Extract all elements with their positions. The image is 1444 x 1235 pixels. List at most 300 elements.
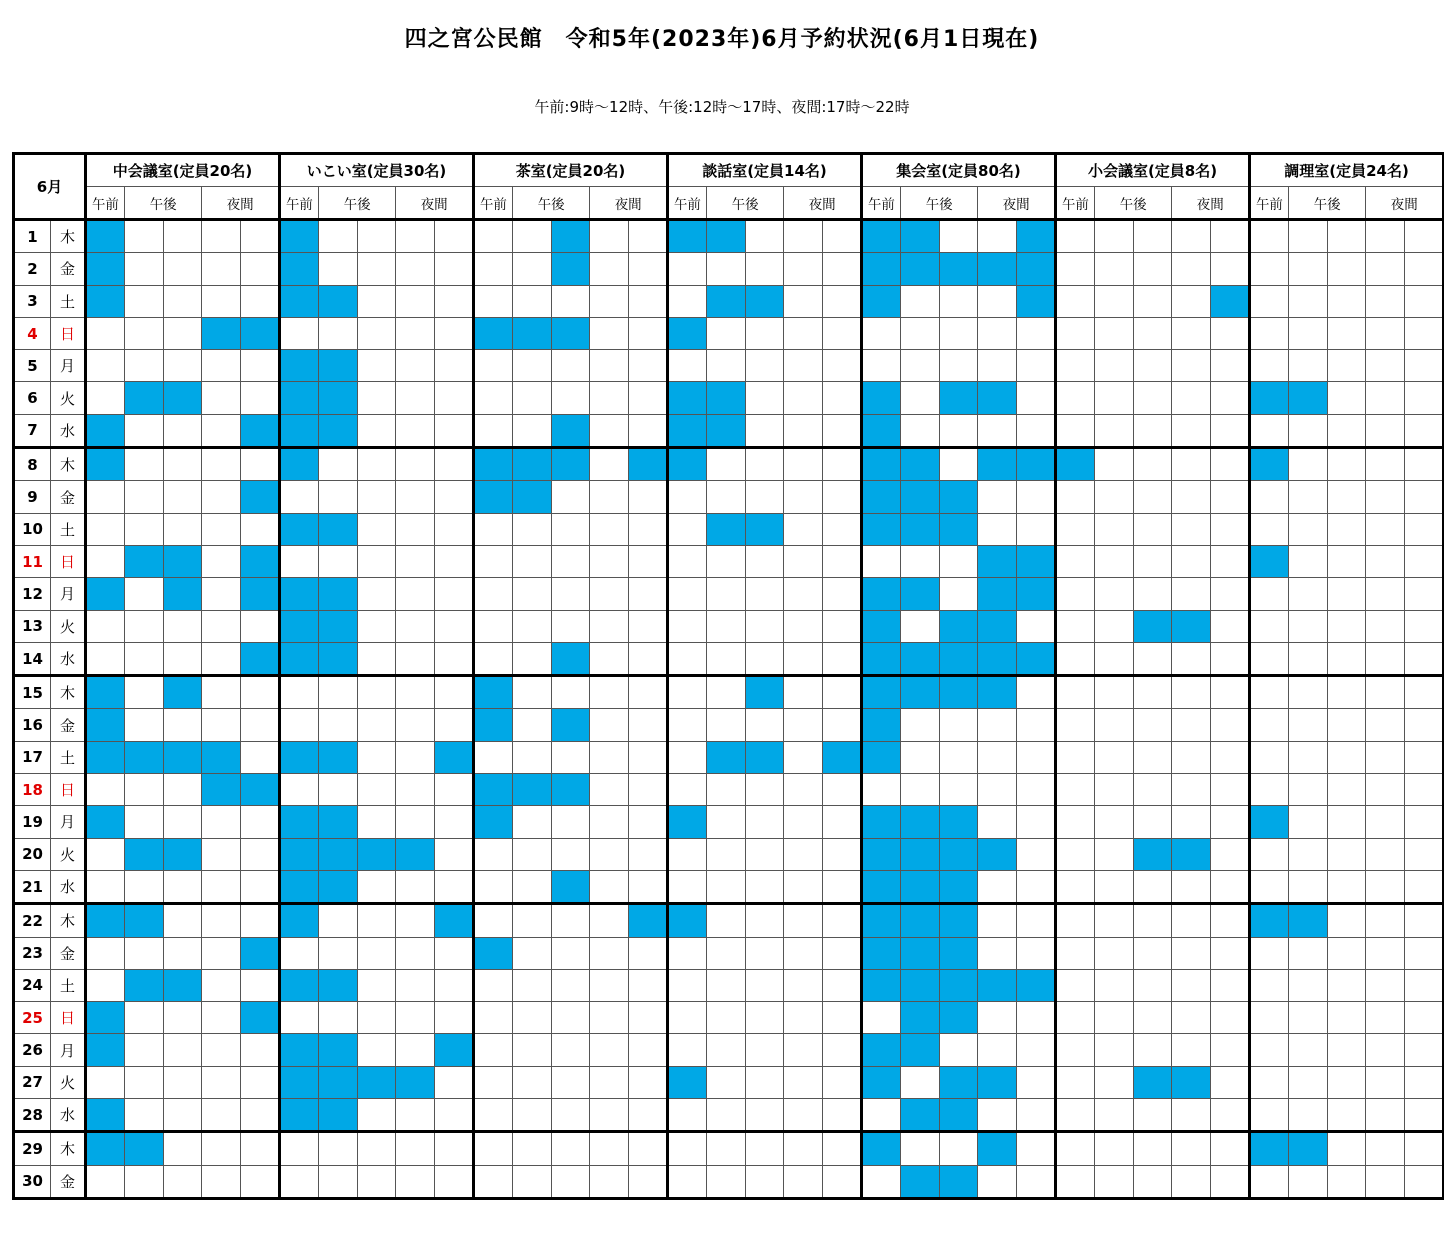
- slot-empty: [1366, 1034, 1405, 1066]
- slot-booked: [823, 741, 862, 773]
- slot-empty: [1094, 1034, 1133, 1066]
- slot-empty: [1056, 838, 1095, 870]
- day-number: 1: [14, 220, 51, 253]
- room-header: 茶室(定員20名): [474, 154, 668, 187]
- slot-empty: [280, 676, 319, 709]
- slot-empty: [590, 1132, 629, 1165]
- slot-empty: [706, 253, 745, 285]
- slot-empty: [318, 448, 357, 481]
- slot-empty: [1056, 741, 1095, 773]
- slot-empty: [668, 545, 707, 577]
- slot-empty: [1250, 676, 1289, 709]
- slot-booked: [241, 774, 280, 806]
- header-row-periods: [14, 187, 1444, 220]
- weekday: 日: [51, 545, 86, 577]
- slot-booked: [474, 709, 513, 741]
- slot-empty: [1056, 317, 1095, 349]
- day-row: [14, 578, 1444, 610]
- slot-booked: [435, 1034, 474, 1066]
- slot-empty: [435, 285, 474, 317]
- slot-empty: [512, 513, 551, 545]
- slot-booked: [280, 642, 319, 675]
- slot-empty: [202, 709, 241, 741]
- slot-empty: [1250, 838, 1289, 870]
- slot-empty: [86, 969, 125, 1001]
- slot-booked: [512, 774, 551, 806]
- slot-empty: [1250, 969, 1289, 1001]
- slot-booked: [706, 741, 745, 773]
- day-row: [14, 870, 1444, 903]
- slot-booked: [241, 414, 280, 447]
- slot-booked: [474, 676, 513, 709]
- slot-booked: [318, 1034, 357, 1066]
- slot-empty: [163, 904, 202, 937]
- day-number: 6: [14, 382, 51, 414]
- slot-booked: [978, 382, 1017, 414]
- slot-empty: [590, 350, 629, 382]
- slot-empty: [590, 1099, 629, 1132]
- period-pm-label: 午後: [1288, 187, 1366, 220]
- slot-empty: [512, 350, 551, 382]
- slot-booked: [900, 481, 939, 513]
- slot-booked: [1017, 545, 1056, 577]
- slot-empty: [357, 676, 396, 709]
- slot-empty: [280, 1165, 319, 1198]
- slot-empty: [1133, 904, 1172, 937]
- slot-empty: [823, 414, 862, 447]
- day-row: [14, 1165, 1444, 1198]
- slot-booked: [163, 676, 202, 709]
- slot-empty: [396, 741, 435, 773]
- slot-empty: [396, 1165, 435, 1198]
- slot-empty: [1366, 937, 1405, 969]
- slot-empty: [435, 1165, 474, 1198]
- slot-empty: [784, 253, 823, 285]
- slot-empty: [1366, 806, 1405, 838]
- slot-booked: [862, 1066, 901, 1098]
- slot-empty: [1366, 1066, 1405, 1098]
- slot-empty: [1056, 806, 1095, 838]
- slot-empty: [862, 1099, 901, 1132]
- slot-booked: [939, 642, 978, 675]
- slot-empty: [1211, 806, 1250, 838]
- slot-empty: [668, 1165, 707, 1198]
- slot-booked: [163, 838, 202, 870]
- day-number: 12: [14, 578, 51, 610]
- slot-empty: [163, 448, 202, 481]
- slot-empty: [1133, 350, 1172, 382]
- slot-empty: [241, 676, 280, 709]
- slot-empty: [1017, 382, 1056, 414]
- slot-empty: [357, 578, 396, 610]
- slot-empty: [357, 1002, 396, 1034]
- slot-empty: [1172, 642, 1211, 675]
- slot-booked: [163, 545, 202, 577]
- slot-empty: [396, 774, 435, 806]
- slot-booked: [939, 1165, 978, 1198]
- slot-booked: [318, 838, 357, 870]
- slot-empty: [590, 806, 629, 838]
- slot-empty: [1288, 448, 1327, 481]
- slot-booked: [745, 513, 784, 545]
- slot-empty: [1211, 676, 1250, 709]
- slot-empty: [745, 937, 784, 969]
- slot-empty: [823, 545, 862, 577]
- slot-booked: [202, 741, 241, 773]
- slot-empty: [668, 578, 707, 610]
- slot-empty: [163, 253, 202, 285]
- slot-booked: [1250, 806, 1289, 838]
- slot-empty: [1133, 642, 1172, 675]
- slot-empty: [1288, 1002, 1327, 1034]
- slot-empty: [1056, 414, 1095, 447]
- slot-empty: [668, 350, 707, 382]
- slot-empty: [396, 448, 435, 481]
- slot-empty: [1288, 1165, 1327, 1198]
- slot-empty: [978, 870, 1017, 903]
- slot-empty: [1211, 642, 1250, 675]
- slot-empty: [629, 969, 668, 1001]
- slot-empty: [474, 220, 513, 253]
- slot-empty: [318, 1132, 357, 1165]
- slot-empty: [357, 1099, 396, 1132]
- slot-empty: [1211, 937, 1250, 969]
- slot-empty: [474, 253, 513, 285]
- slot-empty: [745, 1034, 784, 1066]
- slot-empty: [1017, 870, 1056, 903]
- slot-empty: [357, 253, 396, 285]
- slot-empty: [629, 481, 668, 513]
- weekday: 金: [51, 709, 86, 741]
- slot-empty: [1250, 1099, 1289, 1132]
- slot-empty: [241, 904, 280, 937]
- slot-empty: [1017, 610, 1056, 642]
- slot-empty: [1017, 741, 1056, 773]
- period-night-label: 夜間: [784, 187, 862, 220]
- slot-empty: [590, 220, 629, 253]
- slot-empty: [551, 1034, 590, 1066]
- slot-booked: [1017, 253, 1056, 285]
- slot-empty: [86, 545, 125, 577]
- slot-empty: [512, 1066, 551, 1098]
- slot-booked: [86, 1099, 125, 1132]
- slot-booked: [900, 642, 939, 675]
- slot-booked: [939, 870, 978, 903]
- slot-booked: [1017, 578, 1056, 610]
- slot-empty: [1211, 1099, 1250, 1132]
- slot-empty: [978, 1099, 1017, 1132]
- slot-empty: [1094, 350, 1133, 382]
- slot-empty: [629, 317, 668, 349]
- slot-empty: [1250, 414, 1289, 447]
- slot-empty: [629, 610, 668, 642]
- slot-empty: [1094, 774, 1133, 806]
- day-number: 21: [14, 870, 51, 903]
- slot-empty: [1366, 513, 1405, 545]
- slot-empty: [357, 382, 396, 414]
- slot-empty: [474, 513, 513, 545]
- weekday: 日: [51, 317, 86, 349]
- day-row: [14, 513, 1444, 545]
- slot-empty: [1056, 513, 1095, 545]
- slot-empty: [396, 806, 435, 838]
- slot-booked: [396, 1066, 435, 1098]
- slot-empty: [900, 1066, 939, 1098]
- slot-empty: [318, 253, 357, 285]
- slot-empty: [1366, 741, 1405, 773]
- room-header: 中会議室(定員20名): [86, 154, 280, 187]
- slot-empty: [1017, 806, 1056, 838]
- slot-empty: [1133, 870, 1172, 903]
- slot-empty: [784, 676, 823, 709]
- slot-booked: [396, 838, 435, 870]
- slot-empty: [900, 774, 939, 806]
- weekday: 土: [51, 513, 86, 545]
- slot-booked: [241, 642, 280, 675]
- slot-empty: [396, 1034, 435, 1066]
- slot-booked: [357, 1066, 396, 1098]
- slot-empty: [1172, 904, 1211, 937]
- slot-empty: [241, 870, 280, 903]
- slot-empty: [978, 904, 1017, 937]
- reservation-table: [12, 152, 1444, 1200]
- slot-empty: [1288, 969, 1327, 1001]
- slot-empty: [202, 642, 241, 675]
- slot-booked: [86, 253, 125, 285]
- slot-empty: [163, 1132, 202, 1165]
- weekday: 水: [51, 642, 86, 675]
- slot-booked: [862, 741, 901, 773]
- slot-empty: [1133, 545, 1172, 577]
- day-number: 3: [14, 285, 51, 317]
- slot-empty: [1405, 806, 1444, 838]
- period-pm-label: 午後: [1094, 187, 1172, 220]
- slot-booked: [745, 741, 784, 773]
- slot-booked: [939, 513, 978, 545]
- slot-empty: [978, 1002, 1017, 1034]
- slot-empty: [551, 969, 590, 1001]
- slot-booked: [474, 448, 513, 481]
- slot-empty: [629, 642, 668, 675]
- slot-empty: [1133, 448, 1172, 481]
- slot-empty: [202, 253, 241, 285]
- slot-empty: [357, 1132, 396, 1165]
- slot-booked: [978, 838, 1017, 870]
- slot-empty: [629, 285, 668, 317]
- slot-booked: [862, 904, 901, 937]
- slot-empty: [474, 1066, 513, 1098]
- slot-empty: [241, 285, 280, 317]
- slot-empty: [396, 285, 435, 317]
- slot-empty: [1405, 904, 1444, 937]
- slot-empty: [435, 838, 474, 870]
- slot-empty: [823, 481, 862, 513]
- day-row: [14, 1002, 1444, 1034]
- slot-empty: [1405, 545, 1444, 577]
- slot-empty: [551, 1165, 590, 1198]
- slot-booked: [280, 382, 319, 414]
- day-row: [14, 610, 1444, 642]
- period-pm-label: 午後: [900, 187, 978, 220]
- slot-empty: [396, 220, 435, 253]
- slot-empty: [124, 937, 163, 969]
- slot-empty: [1211, 774, 1250, 806]
- slot-empty: [745, 969, 784, 1001]
- slot-booked: [202, 317, 241, 349]
- slot-empty: [357, 969, 396, 1001]
- slot-empty: [1250, 741, 1289, 773]
- slot-booked: [978, 1132, 1017, 1165]
- slot-empty: [1094, 220, 1133, 253]
- slot-booked: [318, 1099, 357, 1132]
- slot-empty: [202, 904, 241, 937]
- slot-booked: [745, 285, 784, 317]
- slot-booked: [862, 513, 901, 545]
- slot-booked: [280, 578, 319, 610]
- period-pm-label: 午後: [512, 187, 590, 220]
- slot-empty: [1327, 1066, 1366, 1098]
- slot-empty: [280, 937, 319, 969]
- slot-empty: [1250, 317, 1289, 349]
- slot-empty: [1288, 806, 1327, 838]
- slot-empty: [1327, 642, 1366, 675]
- slot-empty: [202, 1099, 241, 1132]
- slot-empty: [823, 513, 862, 545]
- slot-booked: [551, 709, 590, 741]
- slot-empty: [1405, 382, 1444, 414]
- slot-booked: [939, 610, 978, 642]
- slot-empty: [1327, 774, 1366, 806]
- weekday: 金: [51, 1165, 86, 1198]
- slot-booked: [318, 642, 357, 675]
- slot-empty: [163, 1099, 202, 1132]
- slot-booked: [318, 741, 357, 773]
- slot-booked: [318, 806, 357, 838]
- slot-empty: [474, 969, 513, 1001]
- slot-empty: [318, 1002, 357, 1034]
- slot-empty: [1288, 578, 1327, 610]
- slot-booked: [939, 838, 978, 870]
- slot-empty: [357, 904, 396, 937]
- slot-booked: [668, 317, 707, 349]
- slot-empty: [823, 1066, 862, 1098]
- slot-empty: [551, 937, 590, 969]
- slot-booked: [512, 448, 551, 481]
- slot-booked: [241, 1002, 280, 1034]
- slot-empty: [706, 870, 745, 903]
- slot-empty: [1366, 870, 1405, 903]
- slot-empty: [202, 1034, 241, 1066]
- slot-empty: [474, 741, 513, 773]
- slot-empty: [590, 838, 629, 870]
- slot-empty: [1172, 513, 1211, 545]
- slot-empty: [1288, 285, 1327, 317]
- day-row: [14, 937, 1444, 969]
- period-am-label: 午前: [86, 187, 125, 220]
- slot-empty: [668, 1002, 707, 1034]
- slot-empty: [1405, 1034, 1444, 1066]
- slot-empty: [590, 253, 629, 285]
- slot-empty: [241, 1132, 280, 1165]
- slot-empty: [900, 317, 939, 349]
- slot-booked: [280, 1034, 319, 1066]
- slot-empty: [939, 448, 978, 481]
- slot-empty: [396, 513, 435, 545]
- slot-booked: [551, 220, 590, 253]
- day-row: [14, 350, 1444, 382]
- slot-empty: [629, 545, 668, 577]
- slot-empty: [202, 1165, 241, 1198]
- slot-empty: [978, 481, 1017, 513]
- slot-empty: [435, 481, 474, 513]
- slot-empty: [1250, 513, 1289, 545]
- slot-empty: [1172, 937, 1211, 969]
- day-number: 20: [14, 838, 51, 870]
- slot-empty: [435, 578, 474, 610]
- slot-empty: [1211, 317, 1250, 349]
- slot-empty: [784, 774, 823, 806]
- slot-empty: [512, 676, 551, 709]
- slot-empty: [784, 350, 823, 382]
- slot-empty: [1094, 838, 1133, 870]
- slot-empty: [474, 1099, 513, 1132]
- slot-empty: [241, 350, 280, 382]
- slot-empty: [1211, 448, 1250, 481]
- slot-empty: [163, 709, 202, 741]
- slot-booked: [318, 969, 357, 1001]
- slot-empty: [318, 904, 357, 937]
- slot-empty: [241, 1165, 280, 1198]
- slot-empty: [1094, 578, 1133, 610]
- slot-booked: [862, 220, 901, 253]
- slot-empty: [823, 578, 862, 610]
- slot-empty: [241, 513, 280, 545]
- slot-empty: [512, 220, 551, 253]
- slot-empty: [1366, 1099, 1405, 1132]
- slot-empty: [280, 774, 319, 806]
- slot-empty: [202, 350, 241, 382]
- slot-empty: [1211, 578, 1250, 610]
- slot-empty: [202, 1066, 241, 1098]
- slot-booked: [900, 513, 939, 545]
- slot-empty: [590, 448, 629, 481]
- slot-empty: [202, 610, 241, 642]
- slot-empty: [396, 317, 435, 349]
- slot-empty: [1288, 414, 1327, 447]
- slot-empty: [1172, 448, 1211, 481]
- slot-empty: [745, 253, 784, 285]
- slot-empty: [706, 481, 745, 513]
- slot-empty: [1133, 1099, 1172, 1132]
- slot-booked: [900, 220, 939, 253]
- slot-booked: [939, 904, 978, 937]
- slot-empty: [163, 1002, 202, 1034]
- slot-empty: [668, 969, 707, 1001]
- slot-empty: [1056, 350, 1095, 382]
- slot-empty: [1172, 1034, 1211, 1066]
- period-pm-label: 午後: [124, 187, 202, 220]
- day-number: 23: [14, 937, 51, 969]
- slot-empty: [629, 350, 668, 382]
- slot-empty: [163, 350, 202, 382]
- slot-empty: [629, 1002, 668, 1034]
- slot-booked: [474, 806, 513, 838]
- slot-empty: [1017, 937, 1056, 969]
- slot-booked: [862, 676, 901, 709]
- slot-empty: [124, 285, 163, 317]
- slot-empty: [668, 709, 707, 741]
- slot-empty: [474, 904, 513, 937]
